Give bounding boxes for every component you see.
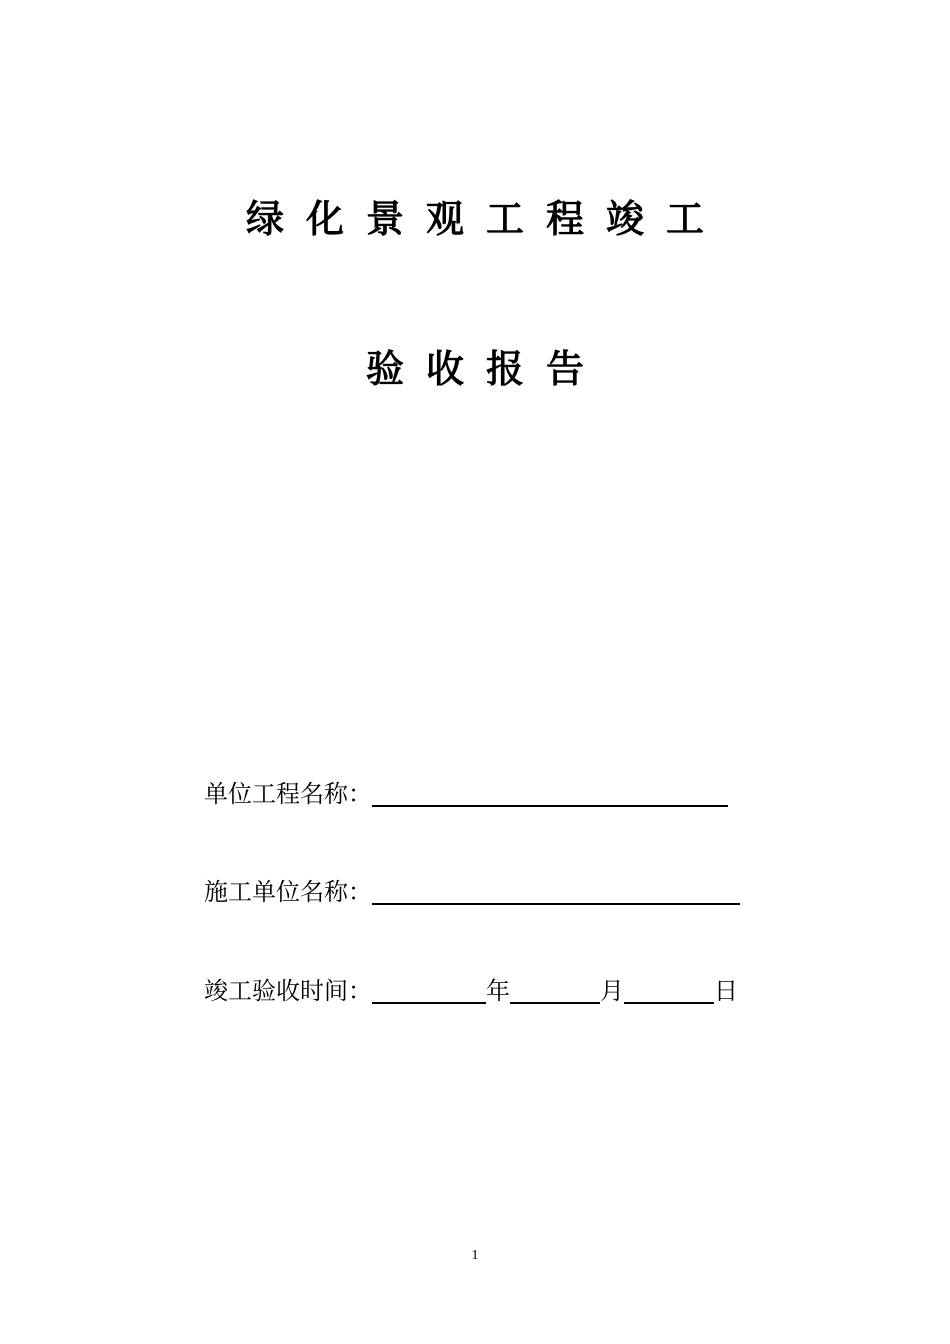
construction-unit-blank[interactable]: [372, 879, 740, 905]
construction-unit-label: 施工单位名称：: [204, 878, 372, 906]
unit-project-name-field: [204, 779, 728, 809]
document-title-line-1: 绿化景观工程竣工: [245, 197, 726, 241]
year-label: 年: [486, 977, 510, 1005]
month-blank[interactable]: [510, 978, 600, 1004]
document-title-line-2: 验收报告: [365, 347, 606, 391]
unit-project-name-label: 单位工程名称：: [204, 780, 372, 808]
completion-date-label: 竣工验收时间：: [204, 977, 372, 1005]
page-number: 1: [471, 1248, 479, 1263]
unit-project-name-blank[interactable]: [372, 781, 728, 807]
year-blank[interactable]: [372, 978, 486, 1004]
construction-unit-field: [204, 877, 740, 907]
day-blank[interactable]: [624, 978, 714, 1004]
completion-date-field: [204, 976, 738, 1006]
day-label: 日: [714, 977, 738, 1005]
month-label: 月: [600, 977, 624, 1005]
